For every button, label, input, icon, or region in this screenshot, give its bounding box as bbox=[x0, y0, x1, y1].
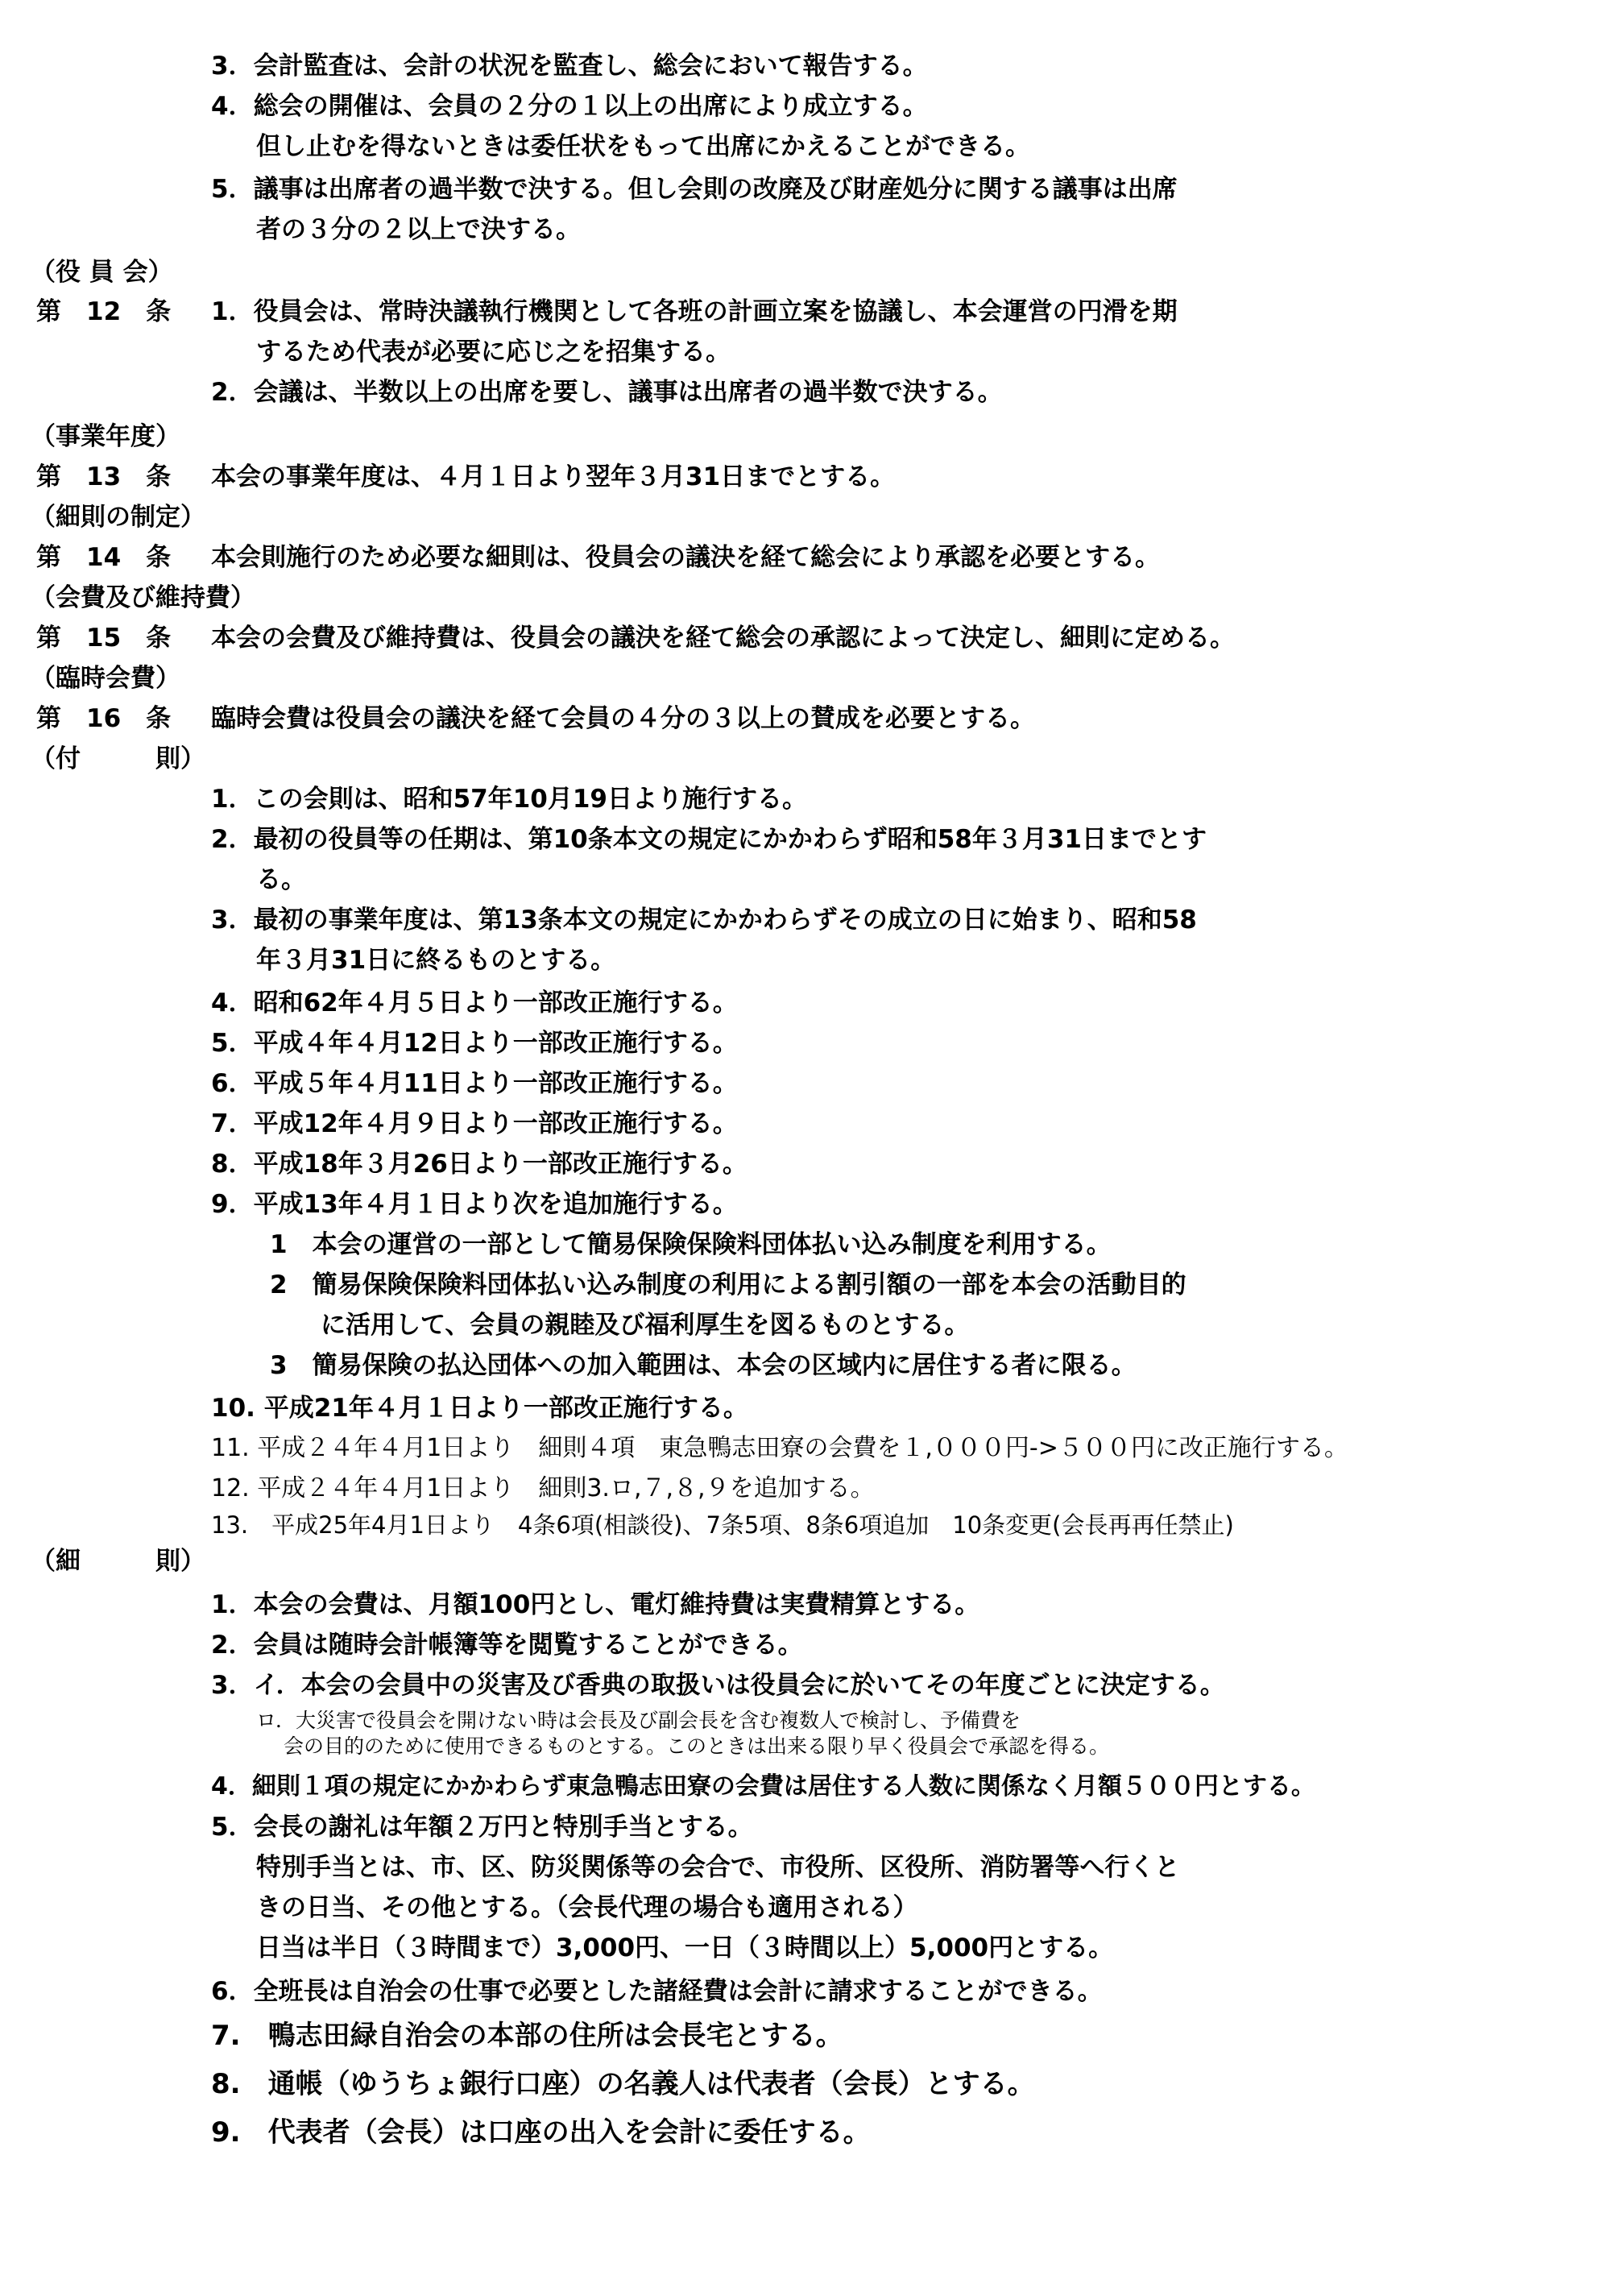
art15-text: 本会の会費及び維持費は、役員会の議決を経て総会の承認によって決定し、細則に定める。 bbox=[211, 624, 1235, 653]
prev-item-3: 3．会計監査は、会計の状況を監査し、総会において報告する。 bbox=[211, 52, 928, 81]
prev-item-5: 5．議事は出席者の過半数で決する。但し会則の改廃及び財産処分に関する議事は出席 bbox=[211, 175, 1178, 204]
supp-item-3: 3．最初の事業年度は、第13条本文の規定にかかわらずその成立の日に始まり、昭和58 bbox=[211, 906, 1197, 935]
supp-item-3-cont: 年３月31日に終るものとする。 bbox=[256, 946, 616, 975]
bylaws-heading: （細 則） bbox=[31, 1547, 205, 1576]
supp-item-7: 7．平成12年４月９日より一部改正施行する。 bbox=[211, 1109, 738, 1138]
bylaw-item-8: 8. 通帳（ゆうちょ銀行口座）の名義人は代表者（会長）とする。 bbox=[211, 2068, 1035, 2100]
supp-item-10: 10. 平成21年４月１日より一部改正施行する。 bbox=[211, 1394, 748, 1423]
art14-text: 本会則施行のため必要な細則は、役員会の議決を経て総会により承認を必要とする。 bbox=[211, 543, 1160, 572]
prev-item-5-cont: 者の３分の２以上で決する。 bbox=[256, 215, 581, 244]
supp-item-9: 9．平成13年４月１日より次を追加施行する。 bbox=[211, 1190, 738, 1219]
bylaw-item-4: 4．細則１項の規定にかかわらず東急鴨志田寮の会費は居住する人数に関係なく月額５００円とする。 bbox=[211, 1772, 1315, 1801]
supp-item-1: 1．この会則は、昭和57年10月19日より施行する。 bbox=[211, 785, 807, 814]
bylaw-item-5: 5．会長の謝礼は年額２万円と特別手当とする。 bbox=[211, 1813, 753, 1842]
bylaw-item-3-i: 3．イ．本会の会員中の災害及び香典の取扱いは役員会に於いてその年度ごとに決定する。 bbox=[211, 1671, 1225, 1700]
art12-label: 第 12 条 bbox=[36, 297, 172, 326]
art13-label: 第 13 条 bbox=[36, 462, 172, 491]
prev-item-4: 4．総会の開催は、会員の２分の１以上の出席により成立する。 bbox=[211, 92, 928, 121]
prev-item-4-cont: 但し止むを得ないときは委任状をもって出席にかえることができる。 bbox=[256, 132, 1030, 161]
bylaw-item-3-ro-cont: 会の目的のために使用できるものとする。このときは出来る限り早く役員会で承認を得る。 bbox=[284, 1734, 1110, 1758]
bylaw-item-6: 6．全班長は自治会の仕事で必要とした諸経費は会計に請求することができる。 bbox=[211, 1977, 1103, 2006]
art16-label: 第 16 条 bbox=[36, 704, 172, 733]
art12-item-1-cont: するため代表が必要に応じ之を招集する。 bbox=[256, 338, 731, 367]
art12-heading: （役 員 会） bbox=[31, 258, 173, 287]
supp-item-12: 12. 平成２４年４月1日より 細則3.ロ,７,８,９を追加する。 bbox=[211, 1474, 875, 1502]
supp-item-9-sub-1: 1 本会の運営の一部として簡易保険保険料団体払い込み制度を利用する。 bbox=[270, 1230, 1112, 1259]
bylaw-item-9: 9. 代表者（会長）は口座の出入を会計に委任する。 bbox=[211, 2116, 871, 2149]
supplementary-heading: （付 則） bbox=[31, 744, 205, 773]
supp-item-5: 5．平成４年４月12日より一部改正施行する。 bbox=[211, 1029, 738, 1058]
supp-item-4: 4．昭和62年４月５日より一部改正施行する。 bbox=[211, 988, 738, 1017]
art12-item-2: 2．会議は、半数以上の出席を要し、議事は出席者の過半数で決する。 bbox=[211, 378, 1003, 407]
art16-text: 臨時会費は役員会の議決を経て会員の４分の３以上の賛成を必要とする。 bbox=[211, 704, 1035, 733]
supp-item-2-cont: る。 bbox=[256, 865, 306, 894]
supp-item-6: 6．平成５年４月11日より一部改正施行する。 bbox=[211, 1069, 738, 1098]
art14-heading: （細則の制定） bbox=[31, 503, 205, 532]
supp-item-11: 11. 平成２４年４月1日より 細則４項 東急鴨志田寮の会費を１,０００円->５００円に改正施行する。 bbox=[211, 1434, 1348, 1462]
supp-item-9-sub-3: 3 簡易保険の払込団体への加入範囲は、本会の区域内に居住する者に限る。 bbox=[270, 1351, 1137, 1380]
bylaw-item-3-ro: ロ．大災害で役員会を開けない時は会長及び副会長を含む複数人で検討し、予備費を bbox=[256, 1709, 1021, 1732]
art15-heading: （会費及び維持費） bbox=[31, 583, 255, 612]
bylaw-item-5-cont-2: きの日当、その他とする。（会長代理の場合も適用される） bbox=[256, 1893, 918, 1922]
art14-label: 第 14 条 bbox=[36, 543, 172, 572]
bylaw-item-7: 7. 鴨志田緑自治会の本部の住所は会長宅とする。 bbox=[211, 2020, 843, 2052]
bylaw-item-5-cont-1: 特別手当とは、市、区、防災関係等の会合で、市役所、区役所、消防署等へ行くと bbox=[256, 1853, 1180, 1882]
art15-label: 第 15 条 bbox=[36, 624, 172, 653]
supp-item-2: 2．最初の役員等の任期は、第10条本文の規定にかかわらず昭和58年３月31日までとす bbox=[211, 825, 1207, 854]
bylaw-item-5-cont-3: 日当は半日（３時間まで）3,000円、一日（３時間以上）5,000円とする。 bbox=[256, 1933, 1114, 1962]
art16-heading: （臨時会費） bbox=[31, 664, 180, 693]
bylaw-item-2: 2．会員は随時会計帳簿等を閲覧することができる。 bbox=[211, 1631, 803, 1660]
supp-item-9-sub-2-cont: に活用して、会員の親睦及び福利厚生を図るものとする。 bbox=[321, 1311, 970, 1340]
art13-text: 本会の事業年度は、４月１日より翌年３月31日までとする。 bbox=[211, 462, 896, 491]
art13-heading: （事業年度） bbox=[31, 422, 180, 451]
supp-item-8: 8．平成18年３月26日より一部改正施行する。 bbox=[211, 1150, 748, 1179]
supp-item-13: 13. 平成25年4月1日より 4条6項(相談役)、7条5項、8条6項追加 10条変更(会長再再任禁止) bbox=[211, 1511, 1234, 1539]
bylaw-item-1: 1．本会の会費は、月額100円とし、電灯維持費は実費精算とする。 bbox=[211, 1590, 980, 1619]
art12-item-1: 1．役員会は、常時決議執行機関として各班の計画立案を協議し、本会運営の円滑を期 bbox=[211, 297, 1178, 326]
supp-item-9-sub-2: 2 簡易保険保険料団体払い込み制度の利用による割引額の一部を本会の活動目的 bbox=[270, 1270, 1187, 1299]
